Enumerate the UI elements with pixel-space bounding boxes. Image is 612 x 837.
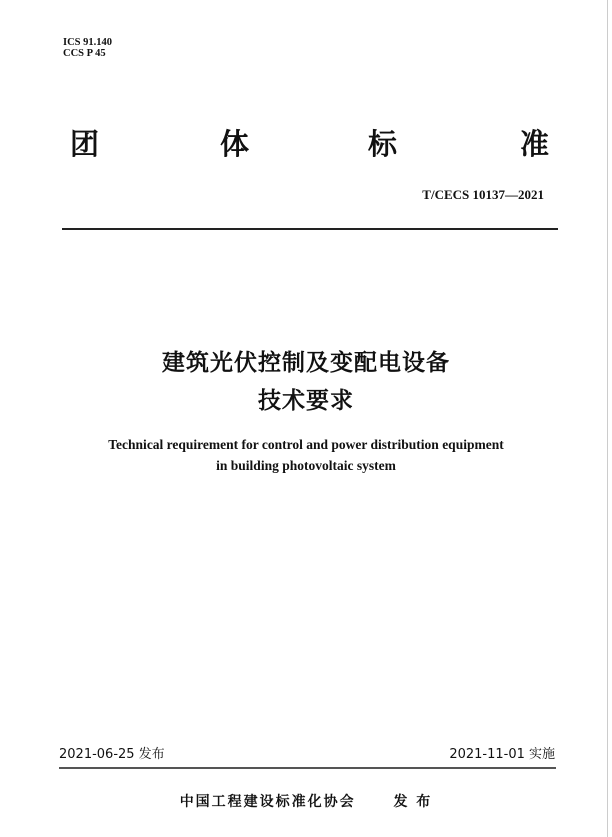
standard-number: T/CECS 10137—2021: [422, 187, 544, 202]
publisher-action: 发 布: [393, 794, 433, 810]
publisher-name: 中国工程建设标准化协会: [179, 794, 356, 810]
publisher: [0, 791, 612, 811]
title-en-line1: Technical requirement for control and power distribution equipment: [108, 437, 504, 452]
classification-codes: [63, 37, 112, 59]
header-char-1: 团: [70, 127, 100, 161]
header-char-3: 标: [368, 127, 398, 161]
title-zh-line1: 建筑光伏控制及变配电设备: [162, 350, 450, 376]
title-en-line2: in building photovoltaic system: [216, 458, 396, 473]
title-zh-line2: 技术要求: [258, 388, 354, 414]
page-edge: [607, 0, 608, 837]
issue-date: 2021-06-25 发布: [59, 747, 165, 762]
header-char-2: 体: [220, 127, 250, 161]
ccs-code: CCS P 45: [63, 48, 106, 59]
header-divider: [62, 228, 558, 230]
implementation-date: 2021-11-01 实施: [449, 747, 555, 762]
header-char-4: 准: [520, 127, 550, 161]
footer-divider: [59, 767, 556, 769]
ics-code: ICS 91.140: [63, 37, 113, 48]
